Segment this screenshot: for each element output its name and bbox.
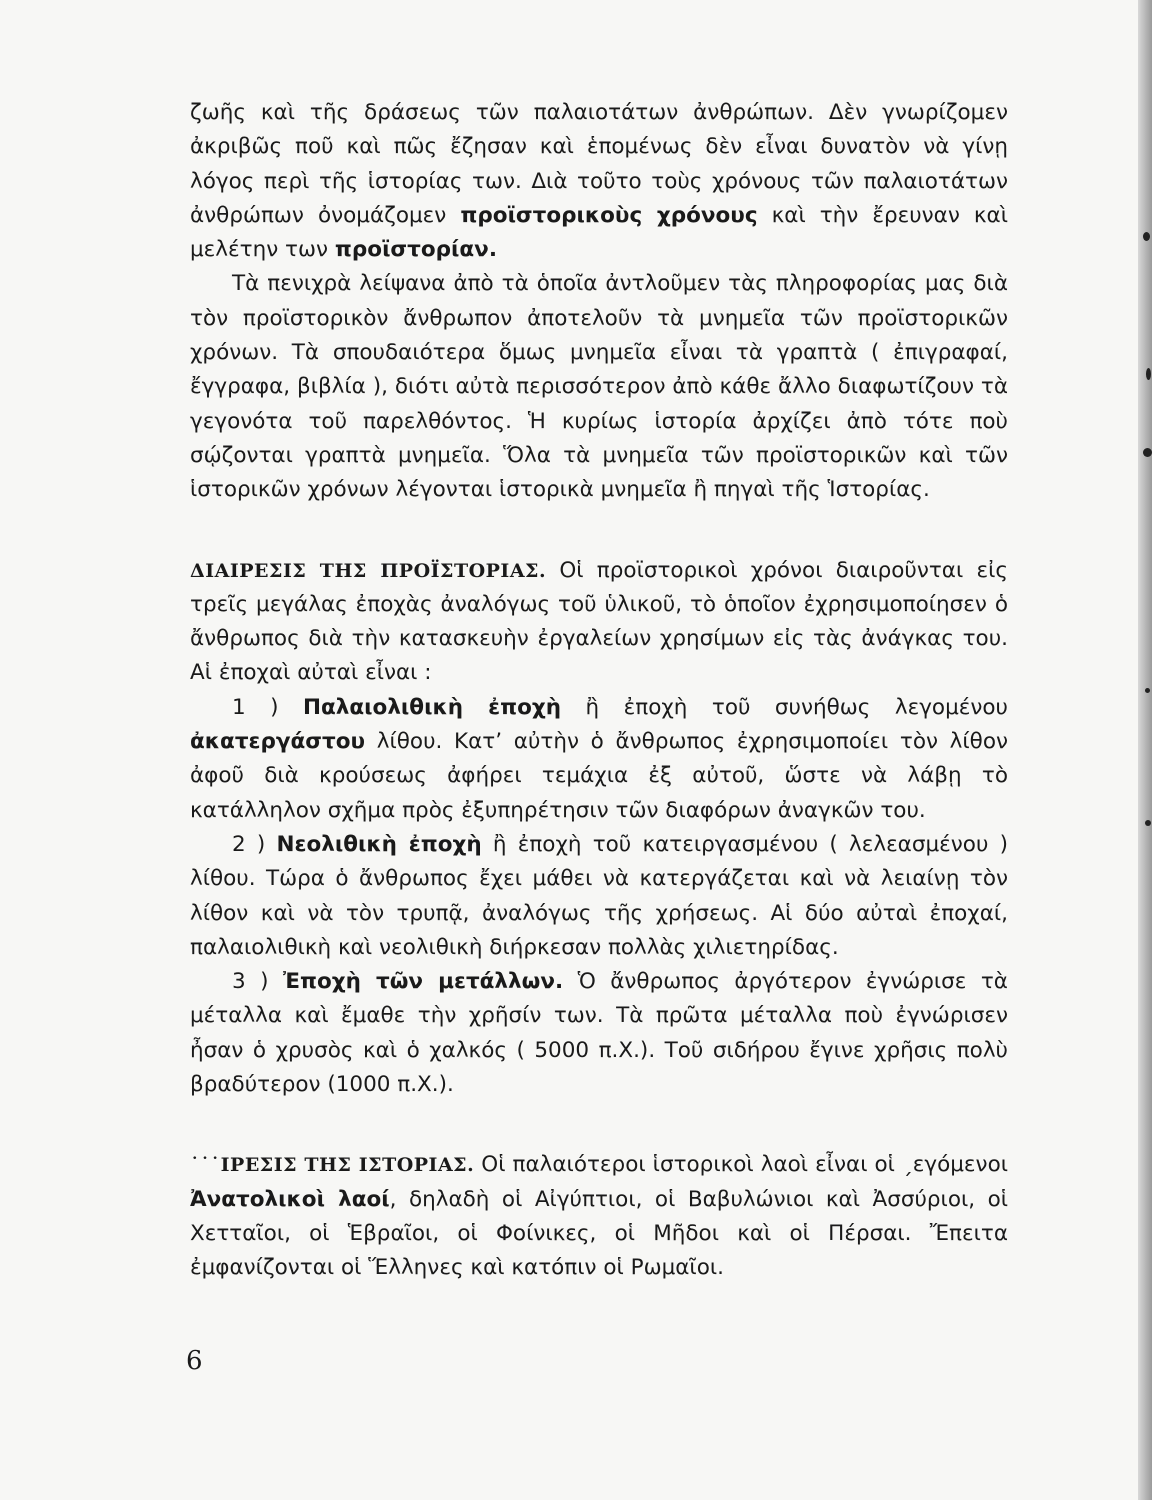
list-item-metals	[190, 965, 1008, 1102]
scan-mark	[1143, 448, 1152, 457]
scan-mark	[1145, 688, 1150, 693]
page-edge-shadow	[1138, 0, 1152, 1500]
text-run: ζωῆς καὶ τῆς δράσεως τῶν παλαιοτάτων ἀνθρώπων. Δὲν γνωρίζομεν ἀκριβῶς ποῦ καὶ πῶς ἔζησαν καὶ ἑπομένως δὲν εἶναι δυνατὸν νὰ γίνῃ λόγος περὶ τῆς ἱστορίας των. Διὰ τοῦτο τοὺς χρόνους τῶν παλαιοτάτων ἀνθρώπων ὀνομάζομεν	[190, 100, 1008, 228]
page-number: 6	[186, 1346, 203, 1376]
item-number: 3 )	[232, 969, 283, 995]
text-run: ἢ ἐποχὴ τοῦ συνήθως λεγομένου	[561, 694, 1008, 720]
text-run: ἢ ἐποχὴ τοῦ κατειργασμένου ( λελεασμένου ) λίθου. Τώρα ὁ ἄνθρωπος ἔχει μάθει νὰ κατεργάζεται καὶ νὰ λειαίνῃ τὸν λίθον καὶ νὰ τὸν τρυπᾷ, ἀναλόγως τῆς χρήσεως. Αἱ δύο αὐταὶ ἐποχαί, παλαιολιθικὴ καὶ νεολιθικὴ διήρκεσαν πολλὰς χιλιετηρίδας.	[190, 831, 1008, 960]
bold-term: Ἀνατολικοὶ λαοί	[190, 1186, 390, 1212]
text-run: Οἱ προϊστορικοὶ χρόνοι διαιροῦνται εἰς τρεῖς μεγάλας ἐποχὰς ἀναλόγως τοῦ ὑλικοῦ, τὸ ὁποῖον ἐχρησιμοποίησεν ὁ ἄνθρωπος διὰ τὴν κατασκευὴν ἐργαλείων χρησίμων εἰς τὰς ἀνάγκας του. Αἱ ἐποχαὶ αὐταὶ εἶναι :	[190, 557, 1008, 686]
scan-mark	[1145, 820, 1151, 826]
list-item-palaeolithic	[190, 691, 1008, 828]
bold-term: προϊστορίαν.	[334, 237, 497, 263]
bold-term: ἀκατεργάστου	[190, 729, 366, 755]
text-run: , δηλαδὴ οἱ Αἰγύπτιοι, οἱ Βαβυλώνιοι καὶ Ἀσσύριοι, οἱ Χετταῖοι, οἱ Ἑβραῖοι, οἱ Φοίνικες, οἱ Μῆδοι καὶ οἱ Πέρσαι. Ἔπειτα ἐμφανίζονται οἱ Ἕλληνες καὶ κατόπιν οἱ Ρωμαῖοι.	[190, 1186, 1009, 1281]
bold-term: Παλαιολιθικὴ ἐποχὴ	[303, 694, 562, 720]
text-run: Οἱ παλαιότεροι ἱστορικοὶ λαοὶ εἶναι οἱ ˏεγόμενοι	[474, 1152, 1008, 1178]
item-number: 2 )	[232, 831, 277, 857]
section-heading: ˙˙˙ΙΡΕΣΙΣ ΤΗΣ ΙΣΤΟΡΙΑΣ.	[190, 1154, 475, 1177]
text-run: Ὁ ἄνθρωπος ἀργότερον ἐγνώρισε τὰ μέταλλα καὶ ἔμαθε τὴν χρῆσίν των. Τὰ πρῶτα μέταλλα ποὺ ἐγνώρισεν ἦσαν ὁ χρυσὸς καὶ ὁ χαλκός ( 5000 π.Χ.). Τοῦ σιδήρου ἔγινε χρῆσις πολὺ βραδύτερον (1000 π.Χ.).	[190, 969, 1008, 1098]
paragraph-history-divisions	[190, 1148, 1008, 1285]
bold-term: προϊστορικοὺς χρόνους	[460, 202, 758, 228]
list-item-neolithic	[190, 828, 1008, 965]
bold-term: Νεολιθικὴ ἐποχὴ	[276, 831, 482, 857]
scan-mark	[1146, 368, 1151, 380]
paragraph-prehistory-divisions	[190, 554, 1008, 691]
scan-mark	[1143, 232, 1150, 241]
item-number: 1 )	[232, 694, 304, 720]
text-run: καὶ τὴν ἔρευναν καὶ μελέτην των	[190, 202, 1008, 263]
paragraph-intro	[190, 96, 1008, 267]
section-heading: ΔΙΑΙΡΕΣΙΣ ΤΗΣ ΠΡΟΪΣΤΟΡΙΑΣ.	[190, 559, 547, 582]
paragraph-monuments	[190, 267, 1008, 507]
bold-term: Ἐποχὴ τῶν μετάλλων.	[282, 969, 564, 995]
body-text	[190, 96, 1008, 1286]
text-run: λίθου. Κατ’ αὐτὴν ὁ ἄνθρωπος ἐχρησιμοποίει τὸν λίθον ἀφοῦ διὰ κρούσεως ἀφήρει τεμάχια ἐξ αὐτοῦ, ὥστε νὰ λάβῃ τὸ κατάλληλον σχῆμα πρὸς ἐξυπηρέτησιν τῶν διαφόρων ἀναγκῶν του.	[190, 729, 1008, 823]
text-run: Τὰ πενιχρὰ λείψανα ἀπὸ τὰ ὁποῖα ἀντλοῦμεν τὰς πληροφορίας μας διὰ τὸν προϊστορικὸν ἄνθρωπον ἀποτελοῦν τὰ μνημεῖα τῶν προϊστορικῶν χρόνων. Τὰ σπουδαιότερα ὅμως μνημεῖα εἶναι τὰ γραπτὰ ( ἐπιγραφαί, ἔγγραφα, βιβλία ), διότι αὐτὰ περισσότερον ἀπὸ κάθε ἄλλο διαφωτίζουν τὰ γεγονότα τοῦ παρελθόντος. Ἡ κυρίως ἱστορία ἀρχίζει ἀπὸ τότε ποὺ σῴζονται γραπτὰ μνημεῖα. Ὅλα τὰ μνημεῖα τῶν προϊστορικῶν καὶ τῶν ἱστορικῶν χρόνων λέγονται ἱστορικὰ μνημεῖα ἢ πηγαὶ τῆς Ἱστορίας.	[190, 271, 1008, 503]
